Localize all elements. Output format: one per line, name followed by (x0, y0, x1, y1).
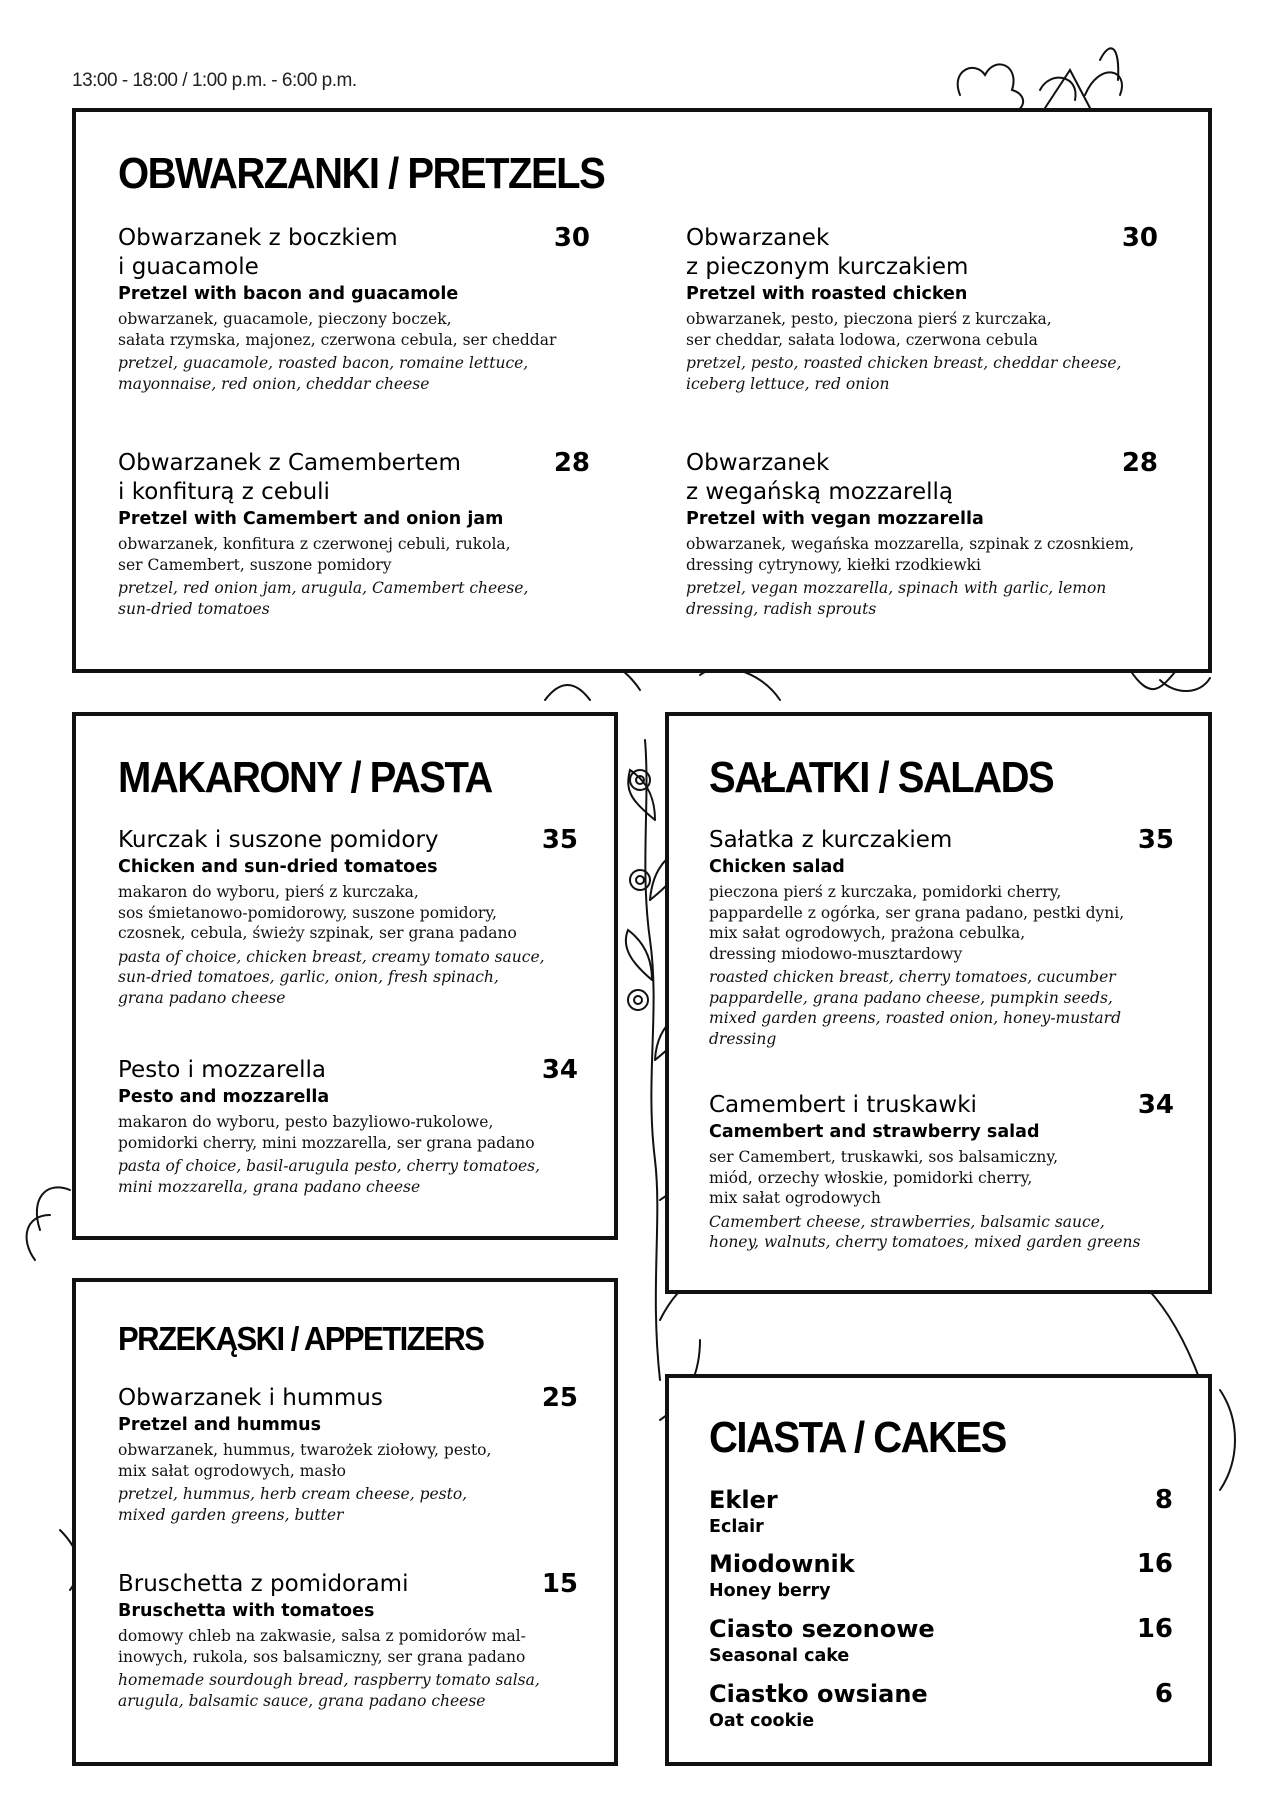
item-description-en: pretzel, vegan mozzarella, spinach with garlic, lemon dressing, radish sprouts (686, 579, 1107, 618)
menu-item (686, 449, 1158, 619)
item-description-pl: ser Camembert, truskawki, sos balsamiczny, miód, orzechy włoskie, pomidorki cherry, mix sałat ogrodowych (709, 1148, 1058, 1207)
menu-item (709, 1091, 1174, 1253)
item-description-pl: pieczona pierś z kurczaka, pomidorki cherry, pappardelle z ogórka, ser grana padano, pestki dyni, mix sałat ogrodowych, prażona cebulka, dressing miodowo-musztardowy (709, 883, 1125, 963)
item-price: 28 (1121, 448, 1158, 478)
item-name: Kurczak i suszone pomidory (118, 827, 439, 853)
salads-title: SAŁATKI / SALADS (709, 754, 1054, 802)
menu-item (709, 826, 1174, 1049)
item-description-pl: obwarzanek, guacamole, pieczony boczek, sałata rzymska, majonez, czerwona cebula, ser cheddar (118, 310, 557, 349)
item-english-name: Chicken and sun-dried tomatoes (118, 857, 438, 877)
appetizers-section (72, 1278, 618, 1766)
item-description-en: pretzel, guacamole, roasted bacon, romaine lettuce, mayonnaise, red onion, cheddar cheese (118, 354, 529, 393)
pretzels-section (72, 108, 1212, 673)
item-description-en: Camembert cheese, strawberries, balsamic sauce, honey, walnuts, cherry tomatoes, mixed garden greens (709, 1212, 1141, 1251)
item-english-name: Seasonal cake (709, 1646, 850, 1666)
item-english-name: Pretzel with roasted chicken (686, 284, 968, 304)
item-name: Obwarzanek z Camembertem i konfiturą z cebuli (118, 450, 461, 505)
item-price: 34 (1137, 1090, 1174, 1120)
menu-item (709, 1550, 1173, 1603)
item-description-pl: obwarzanek, hummus, twarożek ziołowy, pesto, mix sałat ogrodowych, masło (118, 1441, 492, 1480)
menu-item (118, 1056, 578, 1197)
item-price: 15 (541, 1569, 578, 1599)
menu-item (118, 1384, 578, 1525)
appetizers-title: PRZEKĄSKI / APPETIZERS (118, 1320, 484, 1358)
item-english-name: Pretzel with bacon and guacamole (118, 284, 459, 304)
menu-item (709, 1615, 1173, 1668)
item-english-name: Pretzel with Camembert and onion jam (118, 509, 504, 529)
item-description-pl: makaron do wyboru, pesto bazyliowo-rukolowe, pomidorki cherry, mini mozzarella, ser grana padano (118, 1113, 535, 1152)
item-english-name: Chicken salad (709, 857, 845, 877)
item-english-name: Bruschetta with tomatoes (118, 1601, 375, 1621)
item-price: 30 (553, 223, 590, 253)
item-english-name: Pretzel with vegan mozzarella (686, 509, 984, 529)
item-name: Obwarzanek z wegańską mozzarellą (686, 450, 954, 505)
item-description-en: pretzel, pesto, roasted chicken breast, cheddar cheese, iceberg lettuce, red onion (686, 354, 1122, 393)
item-description-en: pasta of choice, chicken breast, creamy tomato sauce, sun-dried tomatoes, garlic, onion, fresh spinach, grana padano cheese (118, 947, 545, 1007)
item-english-name: Pretzel and hummus (118, 1415, 321, 1435)
item-name: Ekler (709, 1486, 778, 1514)
pretzels-title: OBWARZANKI / PRETZELS (118, 150, 605, 198)
item-name: Pesto i mozzarella (118, 1057, 326, 1083)
item-description-en: homemade sourdough bread, raspberry tomato salsa, arugula, balsamic sauce, grana padano cheese (118, 1671, 540, 1710)
menu-item (118, 449, 590, 619)
item-price: 35 (1137, 825, 1174, 855)
item-english-name: Oat cookie (709, 1711, 815, 1731)
item-name: Bruschetta z pomidorami (118, 1571, 409, 1597)
item-english-name: Camembert and strawberry salad (709, 1122, 1040, 1142)
item-price: 25 (541, 1383, 578, 1413)
item-name: Ciastko owsiane (709, 1680, 928, 1708)
item-description-pl: obwarzanek, konfitura z czerwonej cebuli, rukola, ser Camembert, suszone pomidory (118, 535, 511, 574)
cakes-section (665, 1374, 1212, 1766)
item-english-name: Eclair (709, 1517, 764, 1537)
pasta-section (72, 712, 618, 1240)
cakes-title: CIASTA / CAKES (709, 1414, 1006, 1462)
item-name: Obwarzanek z boczkiem i guacamole (118, 225, 398, 280)
item-price: 30 (1121, 223, 1158, 253)
item-english-name: Pesto and mozzarella (118, 1087, 330, 1107)
item-price: 35 (541, 825, 578, 855)
item-price: 16 (1136, 1549, 1173, 1579)
item-name: Sałatka z kurczakiem (709, 827, 953, 853)
menu-item (118, 826, 578, 1008)
item-price: 28 (553, 448, 590, 478)
item-price: 6 (1154, 1679, 1173, 1709)
menu-item (118, 224, 590, 394)
item-description-pl: domowy chleb na zakwasie, salsa z pomidorów mal- inowych, rukola, sos balsamiczny, ser grana padano (118, 1627, 526, 1666)
item-name: Obwarzanek z pieczonym kurczakiem (686, 225, 969, 280)
item-description-en: pretzel, hummus, herb cream cheese, pesto, mixed garden greens, butter (118, 1485, 468, 1524)
item-description-pl: obwarzanek, wegańska mozzarella, szpinak z czosnkiem, dressing cytrynowy, kiełki rzodkiewki (686, 535, 1135, 574)
menu-item (118, 1570, 578, 1711)
item-english-name: Honey berry (709, 1581, 831, 1601)
menu-item (709, 1486, 1173, 1539)
item-name: Camembert i truskawki (709, 1092, 977, 1118)
item-description-en: pasta of choice, basil-arugula pesto, cherry tomatoes, mini mozzarella, grana padano cheese (118, 1157, 541, 1196)
item-description-pl: obwarzanek, pesto, pieczona pierś z kurczaka, ser cheddar, sałata lodowa, czerwona cebula (686, 310, 1052, 349)
menu-item (709, 1680, 1173, 1733)
item-price: 34 (541, 1055, 578, 1085)
item-name: Ciasto sezonowe (709, 1615, 935, 1643)
item-description-en: roasted chicken breast, cherry tomatoes, cucumber pappardelle, grana padano cheese, pumpkin seeds, mixed garden greens, roasted onion, honey-mustard dressing (709, 968, 1121, 1048)
item-name: Miodownik (709, 1550, 855, 1578)
item-description-en: pretzel, red onion jam, arugula, Camembert cheese, sun-dried tomatoes (118, 579, 529, 618)
menu-item (686, 224, 1158, 394)
salads-section (665, 712, 1212, 1294)
item-description-pl: makaron do wyboru, pierś z kurczaka, sos śmietanowo-pomidorowy, suszone pomidory, czosnek, cebula, świeży szpinak, ser grana padano (118, 883, 517, 942)
item-price: 8 (1154, 1485, 1173, 1515)
opening-hours: 13:00 - 18:00 / 1:00 p.m. - 6:00 p.m. (72, 70, 357, 91)
item-price: 16 (1136, 1614, 1173, 1644)
item-name: Obwarzanek i hummus (118, 1385, 383, 1411)
pasta-title: MAKARONY / PASTA (118, 754, 492, 802)
